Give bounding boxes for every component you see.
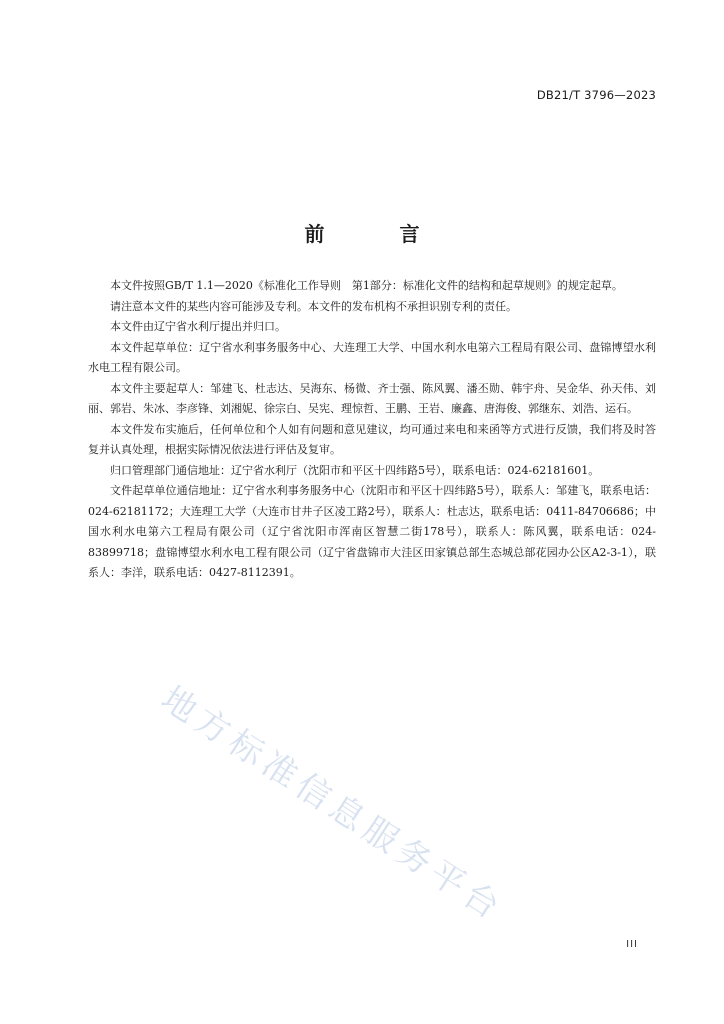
paragraph-drafting-units: 本文件起草单位：辽宁省水利事务服务中心、大连理工大学、中国水利水电第六工程局有限公司、盘锦博望水利水电工程有限公司。 (88, 340, 656, 374)
paragraph-proposer: 本文件由辽宁省水利厅提出并归口。 (110, 320, 286, 333)
foreword-body (88, 276, 656, 584)
page-title: 前 言 (304, 222, 454, 246)
paragraph-drafters: 本文件主要起草人：邹建飞、杜志达、吴海东、杨微、齐士强、陈风翼、潘丕勋、韩宇舟、吴金华、孙天伟、刘丽、郭岩、朱冰、李彦锋、刘湘妮、徐宗白、吴宪、理惊哲、王鹏、王岩、廉鑫、唐海俊、郭继东、刘浩、运石。 (88, 381, 656, 415)
page-number: III (626, 939, 638, 950)
watermark: 地方标准信息服务平台 (153, 678, 512, 931)
paragraph-patent-notice: 请注意本文件的某些内容可能涉及专利。本文件的发布机构不承担识别专利的责任。 (110, 299, 517, 313)
paragraph-drafter-addresses: 文件起草单位通信地址：辽宁省水利事务服务中心（沈阳市和平区十四纬路5号），联系人：邹建飞，联系电话：024-62181172；大连理工大学（大连市甘井子区凌工路2号），联系人：杜志达，联系电话：0411-84706686；中国水利水电第六工程局有限公司（辽宁省沈阳市浑南区智慧二街178号），联系人：陈风翼，联系电话：024-83899718；盘锦博望水利水电工程有限公司（辽宁省盘锦市大洼区田家镇总部生态城总部花园办公区A2-3-1），联系人：李洋，联系电话：0427-8112391。 (88, 484, 656, 579)
standard-code: DB21/T 3796—2023 (536, 88, 656, 102)
paragraph-admin-address: 归口管理部门通信地址：辽宁省水利厅（沈阳市和平区十四纬路5号），联系电话：024-62181601。 (110, 463, 600, 477)
paragraph-drafting-rules: 本文件按照GB/T 1.1—2020《标准化工作导则 第1部分：标准化文件的结构和起草规则》的规定起草。 (110, 279, 623, 292)
paragraph-feedback: 本文件发布实施后，任何单位和个人如有问题和意见建议，均可通过来电和来函等方式进行反馈，我们将及时答复并认真处理，根据实际情况依法进行评估及复审。 (88, 422, 656, 456)
